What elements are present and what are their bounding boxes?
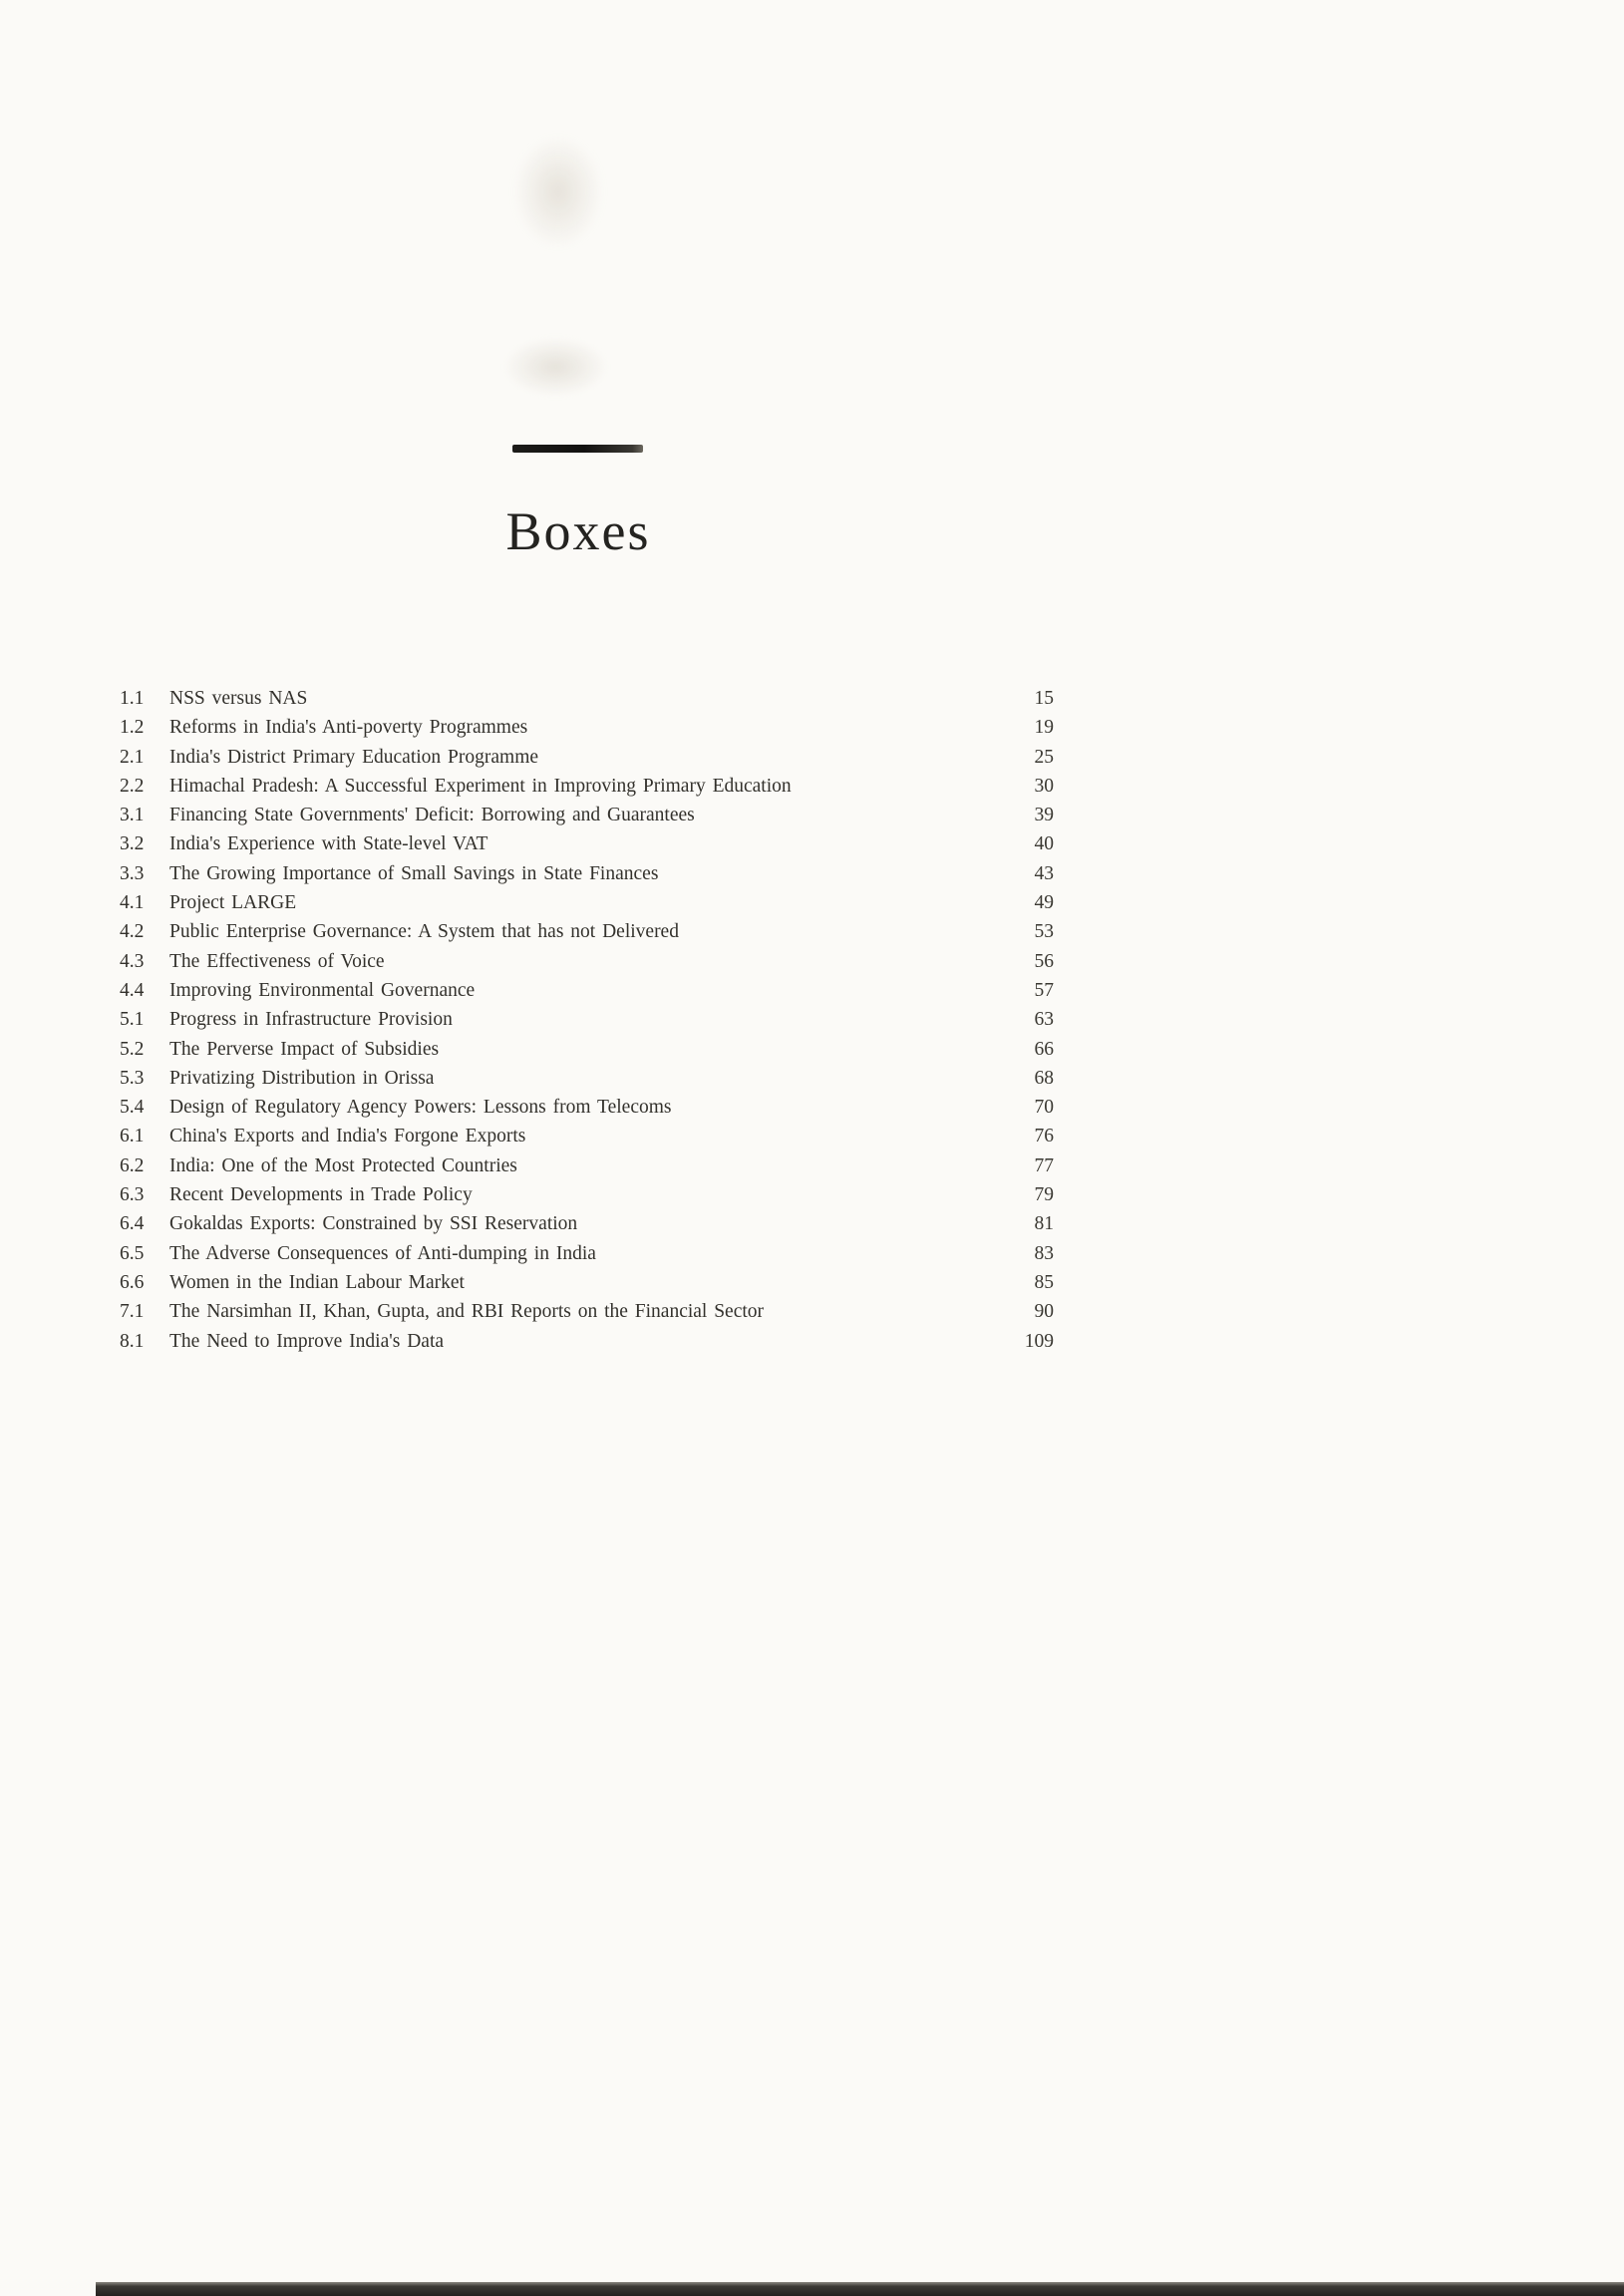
entry-page-number: 49 — [1034, 892, 1054, 914]
entry-number: 4.1 — [120, 892, 145, 914]
entry-number: 1.1 — [120, 688, 145, 709]
entry-title: The Need to Improve India's Data — [169, 1330, 445, 1352]
entry-number: 5.2 — [120, 1038, 145, 1060]
entry-number: 6.3 — [120, 1184, 145, 1206]
entry-page-number: 70 — [1034, 1097, 1054, 1119]
entry-title: Privatizing Distribution in Orissa — [169, 1067, 435, 1089]
list-item — [120, 1327, 1054, 1356]
list-item — [120, 1005, 1054, 1034]
entry-title: Reforms in India's Anti-poverty Programmes — [169, 717, 528, 739]
entry-page-number: 39 — [1034, 805, 1054, 826]
entry-page-number: 43 — [1034, 862, 1054, 884]
entry-page-number: 25 — [1034, 746, 1054, 768]
entry-number: 5.4 — [120, 1097, 145, 1119]
list-item — [120, 1297, 1054, 1326]
list-item — [120, 1064, 1054, 1093]
entry-title: The Growing Importance of Small Savings in State Finances — [169, 862, 659, 884]
entry-page-number: 56 — [1034, 950, 1054, 972]
entry-page-number: 77 — [1034, 1154, 1054, 1176]
entry-number: 2.2 — [120, 775, 145, 797]
list-item — [120, 1151, 1054, 1180]
entry-page-number: 79 — [1034, 1184, 1054, 1206]
entry-page-number: 63 — [1034, 1009, 1054, 1031]
entry-number: 6.4 — [120, 1213, 145, 1235]
entry-page-number: 76 — [1034, 1126, 1054, 1148]
entry-page-number: 66 — [1034, 1038, 1054, 1060]
entry-title: India's Experience with State-level VAT — [169, 833, 488, 855]
entry-title: Improving Environmental Governance — [169, 979, 476, 1001]
entry-number: 4.2 — [120, 921, 145, 943]
list-item — [120, 1239, 1054, 1268]
list-item — [120, 1209, 1054, 1238]
entry-title: Progress in Infrastructure Provision — [169, 1009, 453, 1031]
entry-number: 6.6 — [120, 1271, 145, 1293]
entry-number: 5.1 — [120, 1009, 145, 1031]
entry-title: NSS versus NAS — [169, 688, 308, 709]
entry-page-number: 57 — [1034, 979, 1054, 1001]
list-item — [120, 1035, 1054, 1064]
entry-number: 3.2 — [120, 833, 145, 855]
scan-smudge — [503, 337, 608, 397]
list-item — [120, 713, 1054, 742]
list-item — [120, 743, 1054, 772]
list-item — [120, 1093, 1054, 1122]
page-title: Boxes — [505, 501, 651, 561]
entry-title: The Effectiveness of Voice — [169, 950, 385, 972]
entry-title: China's Exports and India's Forgone Exports — [169, 1126, 526, 1148]
entry-title: Public Enterprise Governance: A System that has not Delivered — [169, 921, 679, 943]
entry-title: Gokaldas Exports: Constrained by SSI Reservation — [169, 1213, 578, 1235]
entry-page-number: 15 — [1034, 688, 1054, 709]
list-item — [120, 947, 1054, 976]
list-item — [120, 829, 1054, 858]
entry-page-number: 90 — [1034, 1301, 1054, 1323]
entry-title: Financing State Governments' Deficit: Borrowing and Guarantees — [169, 805, 695, 826]
boxes-list — [120, 684, 1054, 1356]
list-item — [120, 684, 1054, 713]
entry-number: 7.1 — [120, 1301, 145, 1323]
entry-title: Himachal Pradesh: A Successful Experiment in Improving Primary Education — [169, 775, 792, 797]
entry-title: Women in the Indian Labour Market — [169, 1271, 465, 1293]
entry-number: 2.1 — [120, 746, 145, 768]
entry-title: The Narsimhan II, Khan, Gupta, and RBI Reports on the Financial Sector — [169, 1301, 765, 1323]
entry-number: 5.3 — [120, 1067, 145, 1089]
entry-title: The Adverse Consequences of Anti-dumping in India — [169, 1242, 596, 1264]
list-item — [120, 772, 1054, 801]
entry-title: Recent Developments in Trade Policy — [169, 1184, 473, 1206]
list-item — [120, 888, 1054, 917]
entry-number: 8.1 — [120, 1330, 145, 1352]
entry-title: Project LARGE — [169, 892, 297, 914]
list-item — [120, 801, 1054, 829]
entry-page-number: 19 — [1034, 717, 1054, 739]
entry-page-number: 81 — [1034, 1213, 1054, 1235]
entry-number: 3.1 — [120, 805, 145, 826]
scan-edge-artifact — [96, 2282, 1624, 2296]
entry-title: Design of Regulatory Agency Powers: Lessons from Telecoms — [169, 1097, 672, 1119]
entry-title: India's District Primary Education Programme — [169, 746, 539, 768]
entry-page-number: 109 — [1024, 1330, 1054, 1352]
list-item — [120, 859, 1054, 888]
entry-title: India: One of the Most Protected Countries — [169, 1154, 517, 1176]
entry-title: The Perverse Impact of Subsidies — [169, 1038, 440, 1060]
scan-smudge — [513, 135, 603, 249]
entry-number: 6.2 — [120, 1154, 145, 1176]
entry-number: 3.3 — [120, 862, 145, 884]
entry-page-number: 53 — [1034, 921, 1054, 943]
entry-page-number: 68 — [1034, 1067, 1054, 1089]
list-item — [120, 1122, 1054, 1150]
list-item — [120, 917, 1054, 946]
entry-number: 6.1 — [120, 1126, 145, 1148]
entry-page-number: 83 — [1034, 1242, 1054, 1264]
entry-number: 4.4 — [120, 979, 145, 1001]
entry-page-number: 40 — [1034, 833, 1054, 855]
entry-number: 6.5 — [120, 1242, 145, 1264]
section-divider-rule — [512, 445, 643, 453]
list-item — [120, 976, 1054, 1005]
list-item — [120, 1268, 1054, 1297]
entry-number: 4.3 — [120, 950, 145, 972]
entry-page-number: 30 — [1034, 775, 1054, 797]
entry-number: 1.2 — [120, 717, 145, 739]
list-item — [120, 1180, 1054, 1209]
entry-page-number: 85 — [1034, 1271, 1054, 1293]
